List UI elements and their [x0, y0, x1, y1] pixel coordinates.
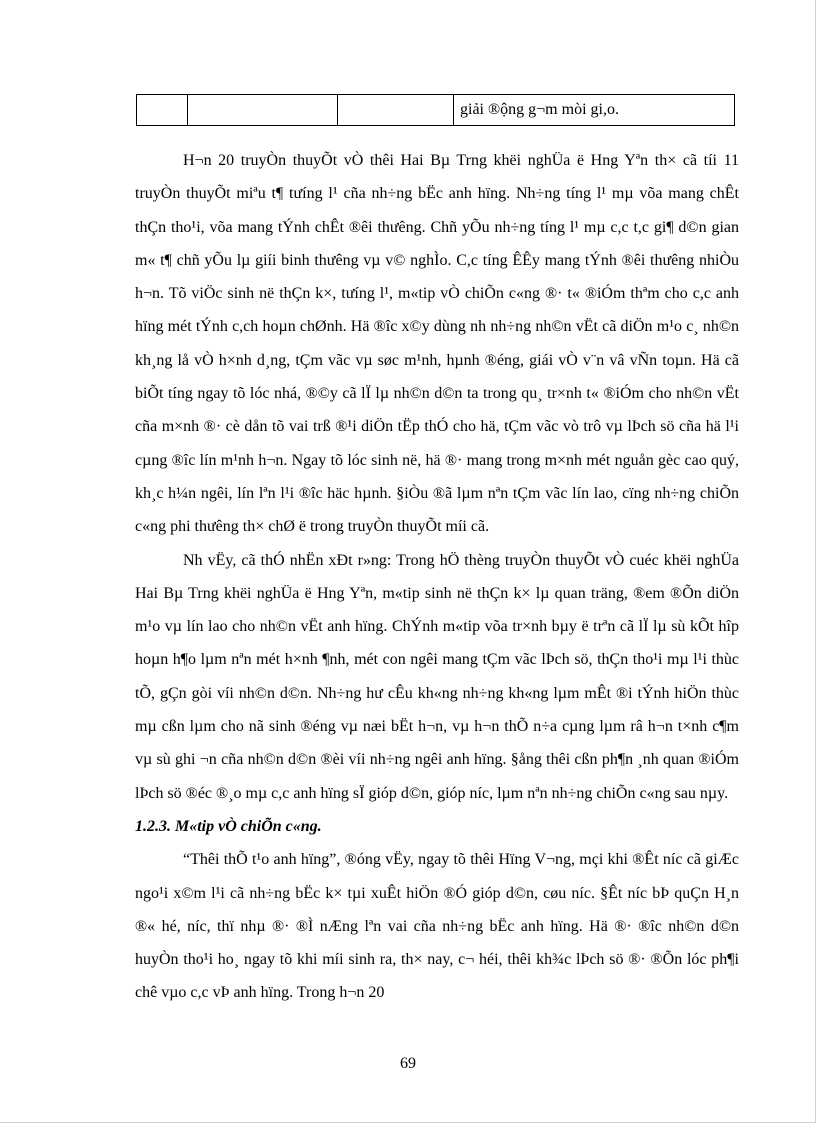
table-fragment [136, 94, 735, 126]
table-cell [338, 95, 454, 126]
table-row [137, 95, 735, 126]
section-heading: 1.2.3. M«tip vÒ chiÕn c«ng. [135, 817, 322, 835]
paragraph: “Thêi thÕ t¹o anh hïng”, ®óng vËy, ngay tõ thêi Hïng V¬ng, mçi khi ®Êt níc cã giÆc ngo¹i x©m l¹i cã nh÷ng bËc k× tµi xuÊt hiÖn ®Ó gióp d©n, cøu níc. §Êt níc bÞ quÇn H¸n ®« hé, níc, thï nhµ ®· ®Ì nÆng lªn vai cña nh÷ng bËc anh hïng. Hä ®· ®îc nh©n d©n huyÒn tho¹i ho¸ ngay tõ khi míi sinh ra, th× nay, c¬ héi, thêi kh¾c lÞch sö ®· ®Õn lóc ph¶i chê vµo c,c vÞ anh hïng. Trong h¬n 20 [135, 851, 739, 1002]
table-cell [188, 95, 338, 126]
table-cell: giải ®ộng g¬m mòi gi,o. [454, 95, 735, 126]
body-text [135, 144, 739, 1010]
paragraph: H¬n 20 truyÒn thuyÕt vÒ thêi Hai Bµ Trng khëi nghÜa ë Hng Yªn th× cã tíi 11 truyÒn thuyÕt miªu t¶ tưíng l¹ cña nh÷ng bËc anh hïng. Nh÷ng tíng l¹ mµ võa mang chÊt thÇn tho¹i, võa mang tÝnh chÊt ®êi thưêng. Chñ yÕu nh÷ng tíng l¹ mµ c,c t,c gi¶ d©n gian m« t¶ chñ yÕu lµ giíi binh thưêng vµ v© nghÌo. C,c tíng ÊÊy mang tÝnh ®êi thưêng nhiÒu h¬n. Tõ viÖc sinh në thÇn k×, tưíng l¹, m«tip vÒ chiÕn c«ng ®· t« ®iÓm thªm cho c,c anh hïng mét tÝnh c,ch hoµn chØnh. Hä ®îc x©y dùng nh nh÷ng nh©n vËt cã diÖn m¹o c¸ nh©n kh¸ng lå vÒ h×nh d¸ng, tÇm vãc vµ søc m¹nh, hµnh ®éng, giái vÒ v¨n vâ vÑn toµn. Hä cã biÕt tíng ngay tõ lóc nhá, ®©y cã lÏ lµ nh©n d©n ta trong qu¸ tr×nh t« ®iÓm cho nh©n vËt cña m×nh ®· cè dån tõ vai trß ®¹i diÖn tËp thÓ cho hä, tÇm vãc vò trô vµ lÞch sö cña hä l¹i cµng ®îc lín m¹nh h¬n. Ngay tõ lóc sinh në, hä ®· mang trong m×nh mét nguån gèc cao quý, kh¸c h¼n ngêi, lín lªn l¹i ®îc häc hµnh. §iÒu ®ã lµm nªn tÇm vãc lín lao, cïng nh÷ng chiÕn c«ng phi thưêng th× chØ ë trong truyÒn thuyÕt míi cã. [135, 152, 739, 536]
paragraph: Nh vËy, cã thÓ nhËn xÐt r»ng: Trong hÖ thèng truyÒn thuyÕt vÒ cuéc khëi nghÜa Hai Bµ Trng khëi nghÜa ë Hng Yªn, m«tip sinh në thÇn k× lµ quan träng, ®em ®Õn diÖn m¹o vµ lín lao cho nh©n vËt anh hïng. ChÝnh m«tip võa tr×nh bµy ë trªn cã lÏ lµ sù kÕt hîp hoµn h¶o lµm nªn mét h×nh ¶nh, mét con ngêi mang tÇm vãc lÞch sö, thÇn tho¹i mµ l¹i thùc tÕ, gÇn gòi víi nh©n d©n. Nh÷ng hư cÊu kh«ng nh÷ng kh«ng lµm mÊt ®i tÝnh hiÖn thùc mµ cßn lµm cho nã sinh ®éng vµ næi bËt h¬n, vµ h¬n thÕ n÷a cµng lµm râ h¬n t×nh c¶m vµ sù ghi ¬n cña nh©n d©n ®èi víi nh÷ng ngêi anh hïng. §ång thêi cßn ph¶n ¸nh quan ®iÓm lÞch sö ®éc ®¸o mµ c,c anh hïng sÏ gióp d©n, gióp níc, lµm nªn nh÷ng chiÕn c«ng sau nµy. [135, 551, 739, 802]
page-number: 69 [400, 1055, 416, 1072]
table [136, 94, 735, 126]
table-cell [137, 95, 188, 126]
